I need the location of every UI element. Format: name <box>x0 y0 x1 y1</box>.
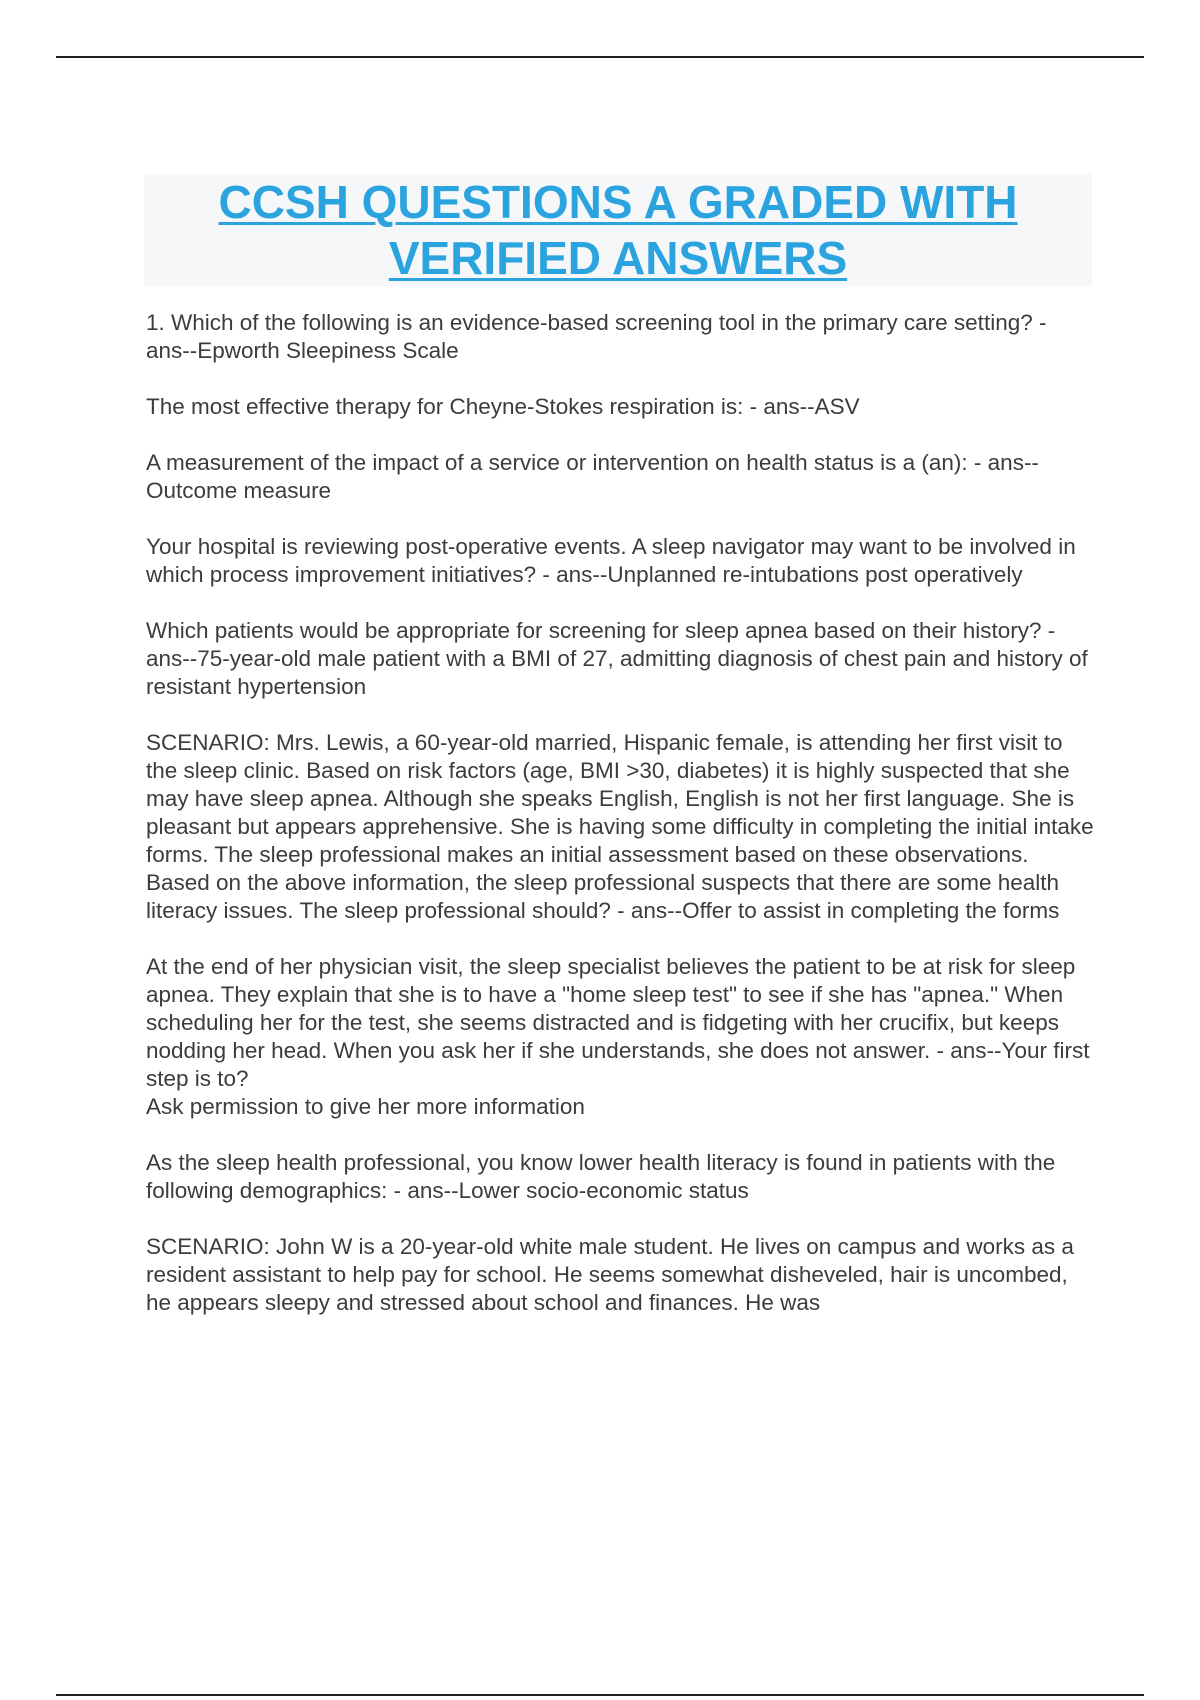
qa-item-5 <box>146 617 1096 701</box>
paragraph-text: Based on the above information, the sleep professional suspects that there are some health literacy issues. The sleep professional should? - ans--Offer to assist in completing the forms <box>146 870 1060 923</box>
qa-item-1 <box>146 309 1096 365</box>
paragraph-text: The most effective therapy for Cheyne-Stokes respiration is: - ans--ASV <box>146 394 860 419</box>
qa-item-6-scenario <box>146 729 1096 925</box>
paragraph-text: 1. Which of the following is an evidence-based screening tool in the primary care setting? - ans--Epworth Sleepiness Scale <box>146 310 1047 363</box>
document-title-line-2: VERIFIED ANSWERS <box>388 232 848 284</box>
qa-item-3 <box>146 449 1096 505</box>
title-banner <box>144 174 1092 286</box>
document-body <box>146 309 1096 1345</box>
qa-item-7 <box>146 953 1096 1121</box>
paragraph-text: Which patients would be appropriate for screening for sleep apnea based on their history? - ans--75-year-old male patient with a BMI of 27, admitting diagnosis of chest pain and history of resistant hypertension <box>146 618 1088 699</box>
paragraph-text: At the end of her physician visit, the sleep specialist believes the patient to be at risk for sleep apnea. They explain that she is to have a "home sleep test" to see if she has "apnea." When scheduling her for the test, she seems distracted and is fidgeting with her crucifix, but keeps nodding her head. When you ask her if she understands, she does not answer. - ans--Your first step is to? <box>146 954 1090 1091</box>
qa-item-2 <box>146 393 1096 421</box>
paragraph-text: SCENARIO: John W is a 20-year-old white male student. He lives on campus and works as a resident assistant to help pay for school. He seems somewhat disheveled, hair is uncombed, he appears sleepy and stressed about school and finances. He was <box>146 1234 1074 1315</box>
top-rule <box>56 56 1144 58</box>
paragraph-text: Your hospital is reviewing post-operative events. A sleep navigator may want to be involved in which process improvement initiatives? - ans--Unplanned re-intubations post operatively <box>146 534 1076 587</box>
qa-item-8 <box>146 1149 1096 1205</box>
paragraph-text: SCENARIO: Mrs. Lewis, a 60-year-old married, Hispanic female, is attending her first visit to the sleep clinic. Based on risk factors (age, BMI >30, diabetes) it is highly suspected that she may have sleep apnea. Although she speaks English, English is not her first language. She is pleasant but appears apprehensive. She is having some difficulty in completing the initial intake forms. The sleep professional makes an initial assessment based on these observations. <box>146 730 1094 867</box>
paragraph-text: Ask permission to give her more information <box>146 1094 585 1119</box>
document-title-line-1: CCSH QUESTIONS A GRADED WITH <box>218 176 1018 228</box>
qa-item-9-scenario <box>146 1233 1096 1317</box>
paragraph-text: As the sleep health professional, you know lower health literacy is found in patients with the following demographics: - ans--Lower socio-economic status <box>146 1150 1056 1203</box>
bottom-rule <box>56 1694 1144 1696</box>
paragraph-text: A measurement of the impact of a service or intervention on health status is a (an): - ans--Outcome measure <box>146 450 1039 503</box>
qa-item-4 <box>146 533 1096 589</box>
